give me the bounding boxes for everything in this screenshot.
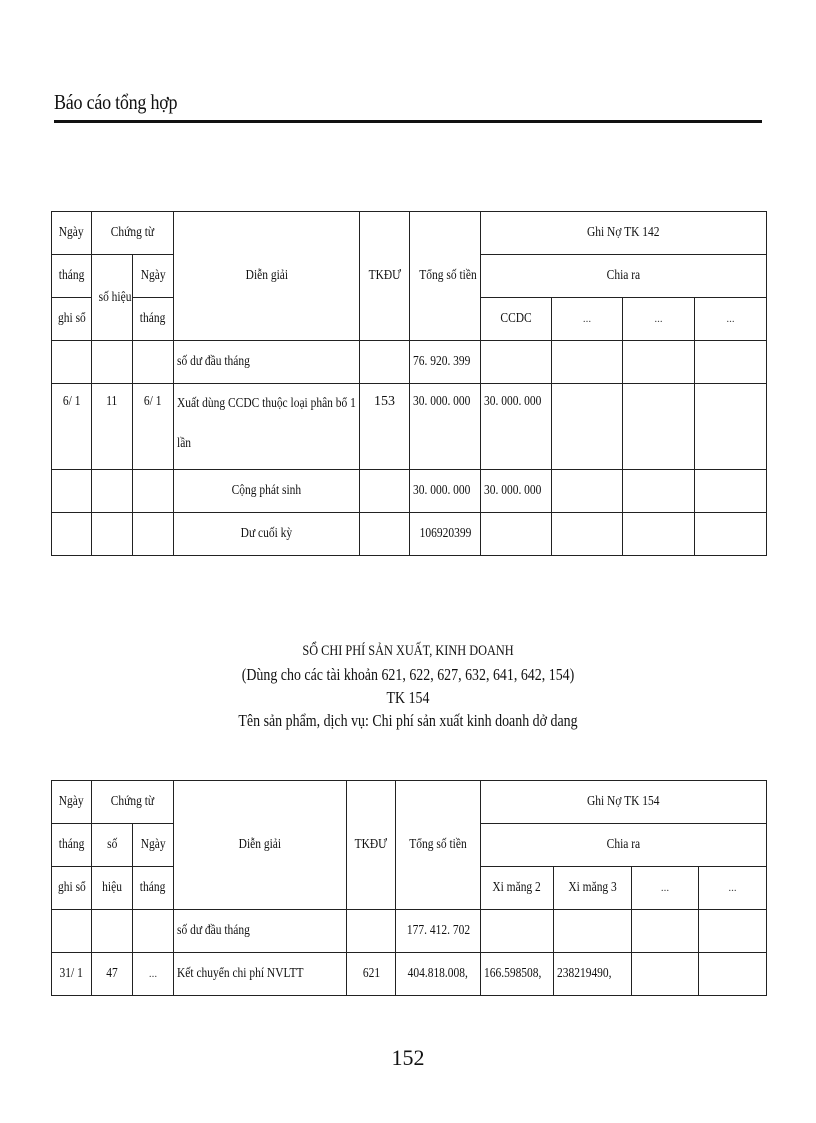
cell-tkdu — [360, 341, 410, 384]
cell-c1 — [481, 513, 552, 556]
cell-ngay: 31/ 1 — [52, 953, 92, 996]
cell-c1 — [481, 341, 552, 384]
cell-sohieu: 47 — [92, 953, 133, 996]
ledger-section-title — [0, 640, 816, 732]
cell-c4 — [695, 384, 767, 470]
cell-ngay — [52, 513, 92, 556]
cell-c2 — [552, 384, 623, 470]
cell-tong: 30. 000. 000 — [410, 470, 481, 513]
cell-c2 — [552, 470, 623, 513]
cell-c3 — [623, 470, 695, 513]
cell-tkdu — [347, 910, 396, 953]
cell-c4 — [699, 953, 767, 996]
cell-c1: 166.598508, — [481, 953, 554, 996]
cell-sohieu — [92, 470, 133, 513]
table-row — [52, 341, 767, 384]
section-title-line-3: TK 154 — [386, 688, 430, 707]
table-row — [52, 513, 767, 556]
header-cell-diengiai: Diễn giải — [174, 212, 360, 341]
cell-c3 — [632, 910, 699, 953]
cell-c2 — [552, 513, 623, 556]
cell-c3 — [623, 513, 695, 556]
cell-c3 — [623, 341, 695, 384]
header-cell-ngay-2: tháng — [52, 824, 92, 867]
header-cell-sub-4: ... — [699, 867, 767, 910]
cell-sohieu: 11 — [92, 384, 133, 470]
cell-c2 — [554, 910, 632, 953]
header-cell-ghino: Ghi Nợ TK 154 — [481, 781, 767, 824]
header-cell-chungtu: Chứng từ — [92, 212, 174, 255]
header-cell-ngay-3: ghi sổ — [52, 867, 92, 910]
header-cell-ngay: Ngày — [52, 781, 92, 824]
cell-diengiai: số dư đầu tháng — [174, 341, 360, 384]
table-row — [52, 953, 767, 996]
cell-ngaythang — [133, 470, 174, 513]
ledger-table-tk154 — [51, 780, 767, 996]
cell-c2: 238219490, — [554, 953, 632, 996]
table-row — [52, 470, 767, 513]
header-cell-tongtien: Tổng số tiền — [396, 781, 481, 910]
cell-diengiai: số dư đầu tháng — [174, 910, 347, 953]
cell-sohieu — [92, 910, 133, 953]
header-cell-ngaythang: Ngày — [133, 824, 174, 867]
header-cell-sub-2: Xi măng 3 — [554, 867, 632, 910]
cell-ngay — [52, 910, 92, 953]
cell-tkdu — [360, 470, 410, 513]
header-cell-chiara: Chia ra — [481, 824, 767, 867]
header-cell-tkdu: TKĐƯ — [347, 781, 396, 910]
header-cell-chiara: Chia ra — [481, 255, 767, 298]
cell-c4 — [695, 513, 767, 556]
cell-sohieu — [92, 513, 133, 556]
cell-c4 — [695, 470, 767, 513]
cell-tong: 106920399 — [410, 513, 481, 556]
header-cell-sohieu: số hiệu — [92, 255, 133, 341]
header-cell-tkdu: TKĐƯ — [360, 212, 410, 341]
header-cell-chungtu: Chứng từ — [92, 781, 174, 824]
ledger-table-tk142 — [51, 211, 767, 556]
cell-ngay — [52, 341, 92, 384]
header-cell-sub-2: ... — [552, 298, 623, 341]
cell-ngay: 6/ 1 — [52, 384, 92, 470]
cell-diengiai: Xuất dùng CCDC thuộc loại phân bổ 1 lần — [174, 384, 360, 470]
cell-sohieu — [92, 341, 133, 384]
page-number: 152 — [391, 1045, 425, 1070]
header-cell-sohieu: số — [92, 824, 133, 867]
header-cell-sub-3: ... — [623, 298, 695, 341]
cell-ngaythang — [133, 910, 174, 953]
cell-tong: 177. 412. 702 — [396, 910, 481, 953]
table-row — [52, 910, 767, 953]
cell-tong: 404.818.008, — [396, 953, 481, 996]
cell-c1: 30. 000. 000 — [481, 384, 552, 470]
cell-tkdu — [360, 513, 410, 556]
cell-c2 — [552, 341, 623, 384]
cell-c3 — [623, 384, 695, 470]
cell-ngaythang — [133, 341, 174, 384]
cell-c1 — [481, 910, 554, 953]
section-title-line-2: (Dùng cho các tài khoản 621, 622, 627, 632, 641, 642, 154) — [241, 665, 575, 684]
cell-ngaythang: ... — [133, 953, 174, 996]
header-cell-ngaythang-2: tháng — [133, 298, 174, 341]
header-cell-ngaythang-2: tháng — [133, 867, 174, 910]
section-title-line-1: SỔ CHI PHÍ SẢN XUẤT, KINH DOANH — [302, 643, 514, 659]
header-cell-sub-3: ... — [632, 867, 699, 910]
report-header-title: Báo cáo tổng hợp — [54, 90, 178, 114]
header-cell-ghino: Ghi Nợ TK 142 — [481, 212, 767, 255]
table-row — [52, 384, 767, 470]
header-cell-ngay: Ngày — [52, 212, 92, 255]
header-cell-sub-1: CCDC — [481, 298, 552, 341]
header-cell-ngay-3: ghi sổ — [52, 298, 92, 341]
cell-ngaythang — [133, 513, 174, 556]
cell-tong: 76. 920. 399 — [410, 341, 481, 384]
header-cell-sohieu-2: hiệu — [92, 867, 133, 910]
cell-ngaythang: 6/ 1 — [133, 384, 174, 470]
cell-c3 — [632, 953, 699, 996]
cell-tkdu: 621 — [347, 953, 396, 996]
cell-diengiai: Kết chuyển chi phí NVLTT — [174, 953, 347, 996]
cell-tong: 30. 000. 000 — [410, 384, 481, 470]
header-divider — [54, 120, 762, 123]
header-cell-diengiai: Diễn giải — [174, 781, 347, 910]
cell-c4 — [695, 341, 767, 384]
cell-c1: 30. 000. 000 — [481, 470, 552, 513]
header-cell-sub-1: Xi măng 2 — [481, 867, 554, 910]
cell-diengiai: Cộng phát sinh — [174, 470, 360, 513]
cell-diengiai: Dư cuối kỳ — [174, 513, 360, 556]
header-cell-sub-4: ... — [695, 298, 767, 341]
header-cell-tongtien: Tổng số tiền — [410, 212, 481, 341]
cell-c4 — [699, 910, 767, 953]
cell-ngay — [52, 470, 92, 513]
header-cell-ngaythang: Ngày — [133, 255, 174, 298]
header-cell-ngay-2: tháng — [52, 255, 92, 298]
section-title-line-4: Tên sản phẩm, dịch vụ: Chi phí sản xuất kinh doanh dở dang — [238, 711, 578, 730]
cell-tkdu: 153 — [360, 384, 410, 470]
